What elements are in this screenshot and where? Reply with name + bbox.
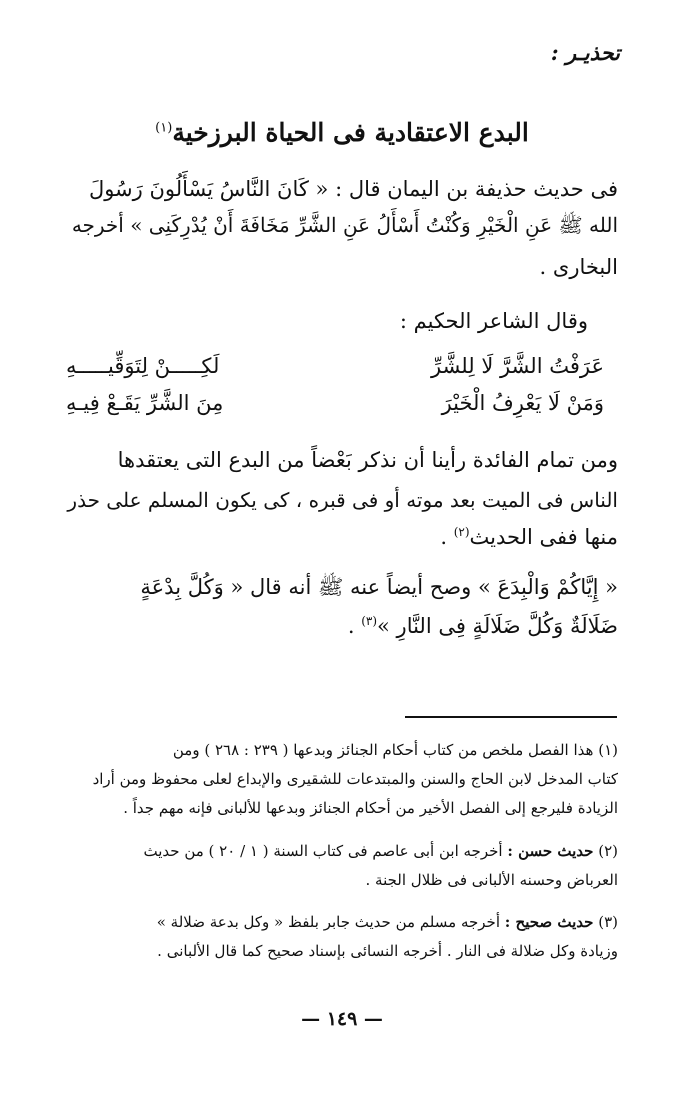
hadith-line-3: البخارى . bbox=[539, 255, 618, 279]
page-number: — ١٤٩ — bbox=[301, 1008, 383, 1030]
footnote-ref-2: (٢) bbox=[453, 525, 470, 539]
paragraph-2-line-1: ومن تمام الفائدة رأينا أن نذكر بَعْضاً من البدع التى يعتقدها bbox=[117, 448, 618, 472]
title-footnote-ref: (١) bbox=[155, 120, 173, 136]
paragraph-3-line-2 bbox=[348, 614, 618, 638]
poet-intro: وقال الشاعر الحكيم : bbox=[399, 309, 588, 333]
poem-line-2-first-hemistich: وَمَنْ لَا يَعْرِفُ الْخَيْرَ bbox=[441, 391, 604, 415]
paragraph-3-line-2-text: ضَلَالَةٌ وَكُلَّ ضَلَالَةٍ فِى النَّارِ » bbox=[377, 614, 618, 638]
paragraph-2-end: . bbox=[440, 525, 454, 549]
footnote-separator bbox=[405, 716, 617, 718]
footnote-3-line-2: وزيادة وكل ضلالة فى النار . أخرجه النسائى بإسناد صحيح كما قال الألبانى . bbox=[157, 942, 618, 960]
footnote-2-number: (٢) bbox=[598, 842, 618, 860]
poem-line-1-second-hemistich: لَكِـــــنْ لِتَوَقِّيـــــهِ bbox=[66, 354, 220, 378]
poem-line-1-first-hemistich: عَرَفْتُ الشَّرَّ لَا لِلشَّرِّ bbox=[430, 354, 604, 378]
footnote-3-line-1 bbox=[157, 913, 618, 931]
section-label: تحذيـر : bbox=[550, 40, 620, 65]
paragraph-3-end: . bbox=[347, 614, 362, 638]
paragraph-2-line-3-text: منها ففى الحديث bbox=[469, 525, 618, 549]
footnote-3-grade: حديث صحيح : bbox=[504, 913, 594, 931]
chapter-title-text: البدع الاعتقادية فى الحياة البرزخية bbox=[172, 118, 529, 147]
hadith-line-1: فى حديث حذيفة بن اليمان قال : « كَانَ النَّاسُ يَسْأَلُونَ رَسُولَ bbox=[88, 177, 618, 201]
footnote-1-line-2: كتاب المدخل لابن الحاج والسنن والمبتدعات للشقيرى والإبداع لعلى محفوظ ومن أراد bbox=[92, 770, 618, 788]
paragraph-3-line-1: « إِيَّاكُمْ وَالْبِدَعَ » وصح أيضاً عنه ﷺ أنه قال « وَكُلَّ بِدْعَةٍ bbox=[140, 575, 618, 599]
footnote-2-line-1 bbox=[144, 842, 619, 860]
chapter-title bbox=[0, 118, 684, 147]
paragraph-2-line-2: الناس فى الميت بعد موته أو فى قبره ، كى يكون المسلم على حذر bbox=[67, 488, 618, 512]
footnote-1-line-1: (١) هذا الفصل ملخص من كتاب أحكام الجنائز وبدعها ( ٢٣٩ : ٢٦٨ ) ومن bbox=[172, 741, 618, 759]
footnote-2-text: أخرجه ابن أبى عاصم فى كتاب السنة ( ١ / ٢٠ ) من حديث bbox=[143, 842, 503, 860]
footnote-3-text: أخرجه مسلم من حديث جابر بلفظ « وكل بدعة ضلالة » bbox=[156, 913, 500, 931]
footnote-3-number: (٣) bbox=[598, 913, 618, 931]
poem-line-2-second-hemistich: مِنَ الشَّرِّ يَقَـعْ فِيـهِ bbox=[66, 391, 224, 415]
footnote-2-grade: حديث حسن : bbox=[507, 842, 594, 860]
footnote-2-line-2: العرباض وحسنه الألبانى فى ظلال الجنة . bbox=[365, 871, 618, 889]
paragraph-2-line-3 bbox=[440, 525, 618, 549]
hadith-line-2: الله ﷺ عَنِ الْخَيْرِ وَكُنْتُ أَسْأَلُ عَنِ الشَّرِّ مَخَافَةَ أَنْ يُدْرِكَنِى » أخرجه bbox=[71, 213, 618, 237]
footnote-ref-3: (٣) bbox=[361, 614, 378, 628]
footnote-1-line-3: الزيادة فليرجع إلى الفصل الأخير من أحكام الجنائز وبدعها للألبانى فإنه مهم جداً . bbox=[123, 799, 618, 817]
